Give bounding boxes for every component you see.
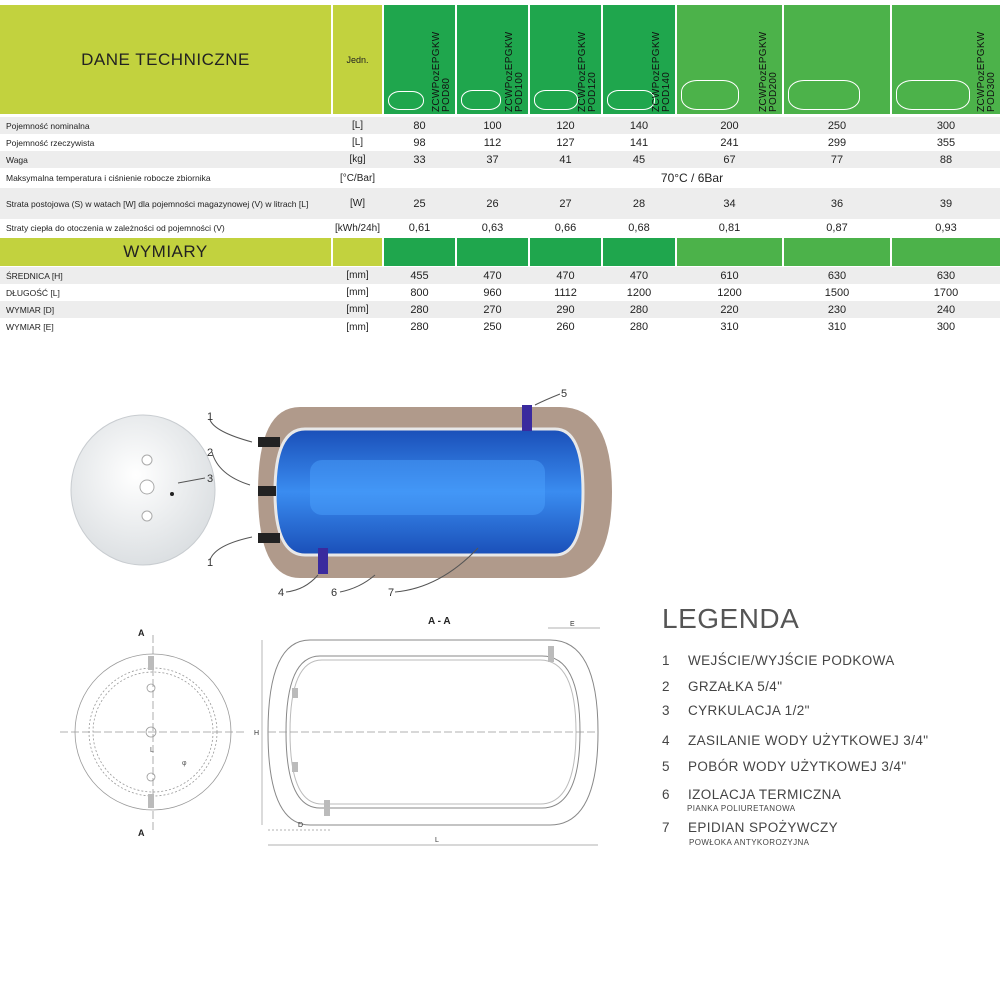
section-title: A - A <box>428 616 451 627</box>
row-label: Pojemność nominalna <box>6 120 90 131</box>
legend-item <box>662 733 928 748</box>
table-cell: 310 <box>827 321 847 333</box>
table-cell: 240 <box>936 303 956 316</box>
technical-drawing <box>60 610 620 860</box>
pipe-stub <box>258 437 280 447</box>
table-row <box>0 151 1000 168</box>
heater-hole <box>140 480 154 494</box>
legend-title: LEGENDA <box>662 603 800 634</box>
table-cell: 140 <box>629 119 649 132</box>
table-cell: 0,93 <box>935 222 957 234</box>
table-cell: 220 <box>720 303 739 316</box>
table-cell: 630 <box>936 269 956 282</box>
row-unit: [L] <box>351 137 364 148</box>
callout-number: 4 <box>278 587 285 599</box>
table-cell: 34 <box>723 197 736 210</box>
table-cell: 25 <box>413 197 426 210</box>
table-cell: 280 <box>410 303 429 316</box>
table-cell: 80 <box>413 119 426 132</box>
table-cell: 26 <box>486 197 499 210</box>
pipe-stub <box>258 486 276 496</box>
tank-icon <box>681 80 739 110</box>
legend-text: WEJŚCIE/WYJŚCIE PODKOWA <box>688 653 895 668</box>
table-cell: 800 <box>410 286 429 299</box>
table-cell: 470 <box>556 269 575 282</box>
row-label: Pojemność rzeczywista <box>6 137 95 148</box>
row-unit: [kg] <box>349 154 366 165</box>
row-unit: [mm] <box>346 287 369 298</box>
row-label: Strata postojowa (S) w watach [W] dla pojemności magazynowej (V) w litrach [L] <box>6 198 309 209</box>
legend-text: ZASILANIE WODY UŻYTKOWEJ 3/4" <box>688 733 929 748</box>
callout-number: 1 <box>207 557 214 569</box>
table-cell: 455 <box>410 269 429 282</box>
table-cell: 250 <box>483 321 502 333</box>
table-cell: 630 <box>827 269 847 282</box>
callout-number: 6 <box>331 587 338 599</box>
pipe-stub <box>258 533 280 543</box>
dimension-label: E <box>570 621 575 628</box>
row-unit: [mm] <box>346 304 369 315</box>
table-cell: 36 <box>830 197 844 210</box>
tank-icon <box>607 90 655 110</box>
table-cell: 200 <box>720 119 739 132</box>
legend-number: 4 <box>662 733 670 748</box>
table-cell: 230 <box>827 303 847 316</box>
model-label: ZCWPozEPGKW POD80 <box>431 31 452 112</box>
table-cell: 241 <box>720 136 739 149</box>
row-unit: [kWh/24h] <box>334 222 381 234</box>
tank-highlight <box>310 460 545 515</box>
table-cell: 0,81 <box>718 222 741 234</box>
table-cell: 45 <box>632 153 646 166</box>
table-cell: 1500 <box>824 286 850 299</box>
legend-number: 1 <box>662 653 670 668</box>
table-cell: 98 <box>413 136 426 149</box>
table-cell: 77 <box>830 153 844 166</box>
table-cell: 127 <box>556 136 575 149</box>
row-unit: [mm] <box>346 270 369 281</box>
table-cell: 290 <box>556 303 575 316</box>
model-label: ZCWPozEPGKW POD200 <box>758 31 779 112</box>
table-cell: 27 <box>559 197 572 210</box>
table-cell: 67 <box>723 153 736 166</box>
legend-item <box>662 653 895 668</box>
legend-subtext: PIANKA POLIURETANOWA <box>687 804 796 813</box>
table-cell: 250 <box>827 119 847 132</box>
outlet-pipe <box>522 405 532 431</box>
table-cell: 0,66 <box>554 222 577 234</box>
table-cell: 28 <box>632 197 646 210</box>
tank-icon <box>461 90 501 110</box>
legend-item <box>662 679 782 694</box>
table-row <box>0 168 1000 188</box>
legend-text: POBÓR WODY UŻYTKOWEJ 3/4" <box>688 759 907 774</box>
table-cell: 112 <box>483 136 502 149</box>
table-cell: 610 <box>720 269 739 282</box>
legend-text: CYRKULACJA 1/2" <box>688 703 810 718</box>
table-row <box>0 267 1000 284</box>
row-unit: [L] <box>351 120 364 131</box>
legend-item <box>662 703 810 718</box>
model-label: ZCWPozEPGKW POD100 <box>504 31 525 112</box>
table-cell: 355 <box>936 136 956 149</box>
table-cell: 1112 <box>554 286 577 299</box>
table-cell: 300 <box>936 321 956 333</box>
table-cell: 0,61 <box>408 222 431 234</box>
table-cell: 1200 <box>717 286 742 299</box>
dimensions-bar-cell <box>384 238 455 266</box>
table-cell: 310 <box>720 321 739 333</box>
table-row <box>0 284 1000 301</box>
tank-icon <box>788 80 860 110</box>
model-column-pod100 <box>457 5 528 114</box>
table-cell: 280 <box>410 321 429 333</box>
legend-number: 5 <box>662 759 670 774</box>
dimensions-bar-cell <box>530 238 601 266</box>
row-unit: [mm] <box>346 321 369 333</box>
table-cell: 260 <box>556 321 575 333</box>
callout-number: 2 <box>207 447 214 459</box>
legend-number: 3 <box>662 703 670 718</box>
dimensions-bar-cell <box>784 238 890 266</box>
tank-icon <box>388 91 424 110</box>
tank-icon <box>896 80 970 110</box>
section-mark: A <box>138 828 145 838</box>
table-cell: 299 <box>827 136 847 149</box>
dimensions-bar-cell <box>677 238 782 266</box>
table-row <box>0 134 1000 151</box>
legend-item <box>662 820 838 835</box>
table-cell: 100 <box>483 119 502 132</box>
table-cell: 300 <box>936 119 956 132</box>
port-hole <box>142 511 152 521</box>
table-cell: 141 <box>629 136 649 149</box>
model-column-pod250 <box>784 5 890 114</box>
table-title: DANE TECHNICZNE <box>81 49 250 69</box>
table-cell: 39 <box>939 197 953 210</box>
legend-item <box>662 759 907 774</box>
row-label: Straty ciepła do otoczenia w zależności od pojemności (V) <box>6 223 225 233</box>
port-hole <box>142 455 152 465</box>
table-row <box>0 117 1000 134</box>
legend-text: EPIDIAN SPOŻYWCZY <box>688 820 839 835</box>
row-unit: [°C/Bar] <box>339 172 376 184</box>
inlet-pipe <box>318 548 328 574</box>
table-row <box>0 301 1000 318</box>
model-column-pod80 <box>384 5 455 114</box>
section-mark: A <box>138 628 145 638</box>
merged-cell: 70°C / 6Bar <box>660 171 724 185</box>
model-label: ZCWPozEPGKW POD300 <box>976 31 997 112</box>
legend-text: IZOLACJA TERMICZNA <box>688 787 842 802</box>
table-cell: 1200 <box>626 286 652 299</box>
dimensions-title: WYMIARY <box>123 242 208 261</box>
table-cell: 0,68 <box>628 222 650 234</box>
callout-number: 7 <box>388 587 395 599</box>
callout-number: 5 <box>561 388 568 400</box>
table-cell: 280 <box>629 321 649 333</box>
table-row <box>0 318 1000 336</box>
table-cell: 120 <box>556 119 575 132</box>
table-cell: 33 <box>413 153 426 166</box>
dimensions-bar-cell <box>603 238 675 266</box>
table-cell: 0,63 <box>481 222 504 234</box>
table-cell: 0,87 <box>826 222 848 234</box>
callout-number: 3 <box>207 473 214 485</box>
row-label: Waga <box>6 154 28 165</box>
unit-header: Jedn. <box>346 54 369 65</box>
model-column-pod200 <box>677 5 782 114</box>
callout-number: 1 <box>207 411 214 423</box>
row-label: WYMIAR [E] <box>6 322 54 332</box>
table-cell: 470 <box>483 269 502 282</box>
table-row <box>0 219 1000 237</box>
row-label: ŚREDNICA [H] <box>6 270 63 281</box>
table-row <box>0 188 1000 219</box>
table-cell: 88 <box>939 153 953 166</box>
model-column-pod120 <box>530 5 601 114</box>
tank-illustration <box>60 380 620 610</box>
model-column-pod300 <box>892 5 1000 114</box>
legend-number: 2 <box>662 679 670 694</box>
table-cell: 41 <box>559 153 572 166</box>
row-unit: [W] <box>350 198 365 209</box>
circulation-hole <box>170 492 174 496</box>
dimension-label: D <box>298 822 304 829</box>
table-cell: 280 <box>629 303 649 316</box>
dimension-label: L <box>435 837 439 844</box>
row-label: WYMIAR [D] <box>6 304 55 315</box>
row-label: DŁUGOŚĆ [L] <box>6 287 60 298</box>
dimension-label: L <box>150 747 154 754</box>
row-label: Maksymalna temperatura i ciśnienie robocze zbiornika <box>6 173 211 183</box>
tank-icon <box>534 90 578 110</box>
dimensions-unit-cell <box>333 238 382 266</box>
table-cell: 470 <box>629 269 649 282</box>
dimensions-bar-cell <box>892 238 1000 266</box>
legend-item <box>662 787 841 802</box>
dimension-label: φ <box>182 760 187 767</box>
table-cell: 37 <box>486 153 499 166</box>
table-cell: 960 <box>483 286 502 299</box>
model-label: ZCWPozEPGKW POD140 <box>651 31 672 112</box>
model-column-pod140 <box>603 5 675 114</box>
legend-subtext: POWŁOKA ANTYKOROZYJNA <box>689 838 810 847</box>
legend-number: 6 <box>662 787 670 802</box>
model-label: ZCWPozEPGKW POD120 <box>577 31 598 112</box>
legend-number: 7 <box>662 820 670 835</box>
table-cell: 270 <box>483 303 502 316</box>
dimensions-bar-cell <box>457 238 528 266</box>
legend-text: GRZAŁKA 5/4" <box>688 679 783 694</box>
table-cell: 1700 <box>933 286 959 299</box>
dimension-label: H <box>254 730 260 737</box>
